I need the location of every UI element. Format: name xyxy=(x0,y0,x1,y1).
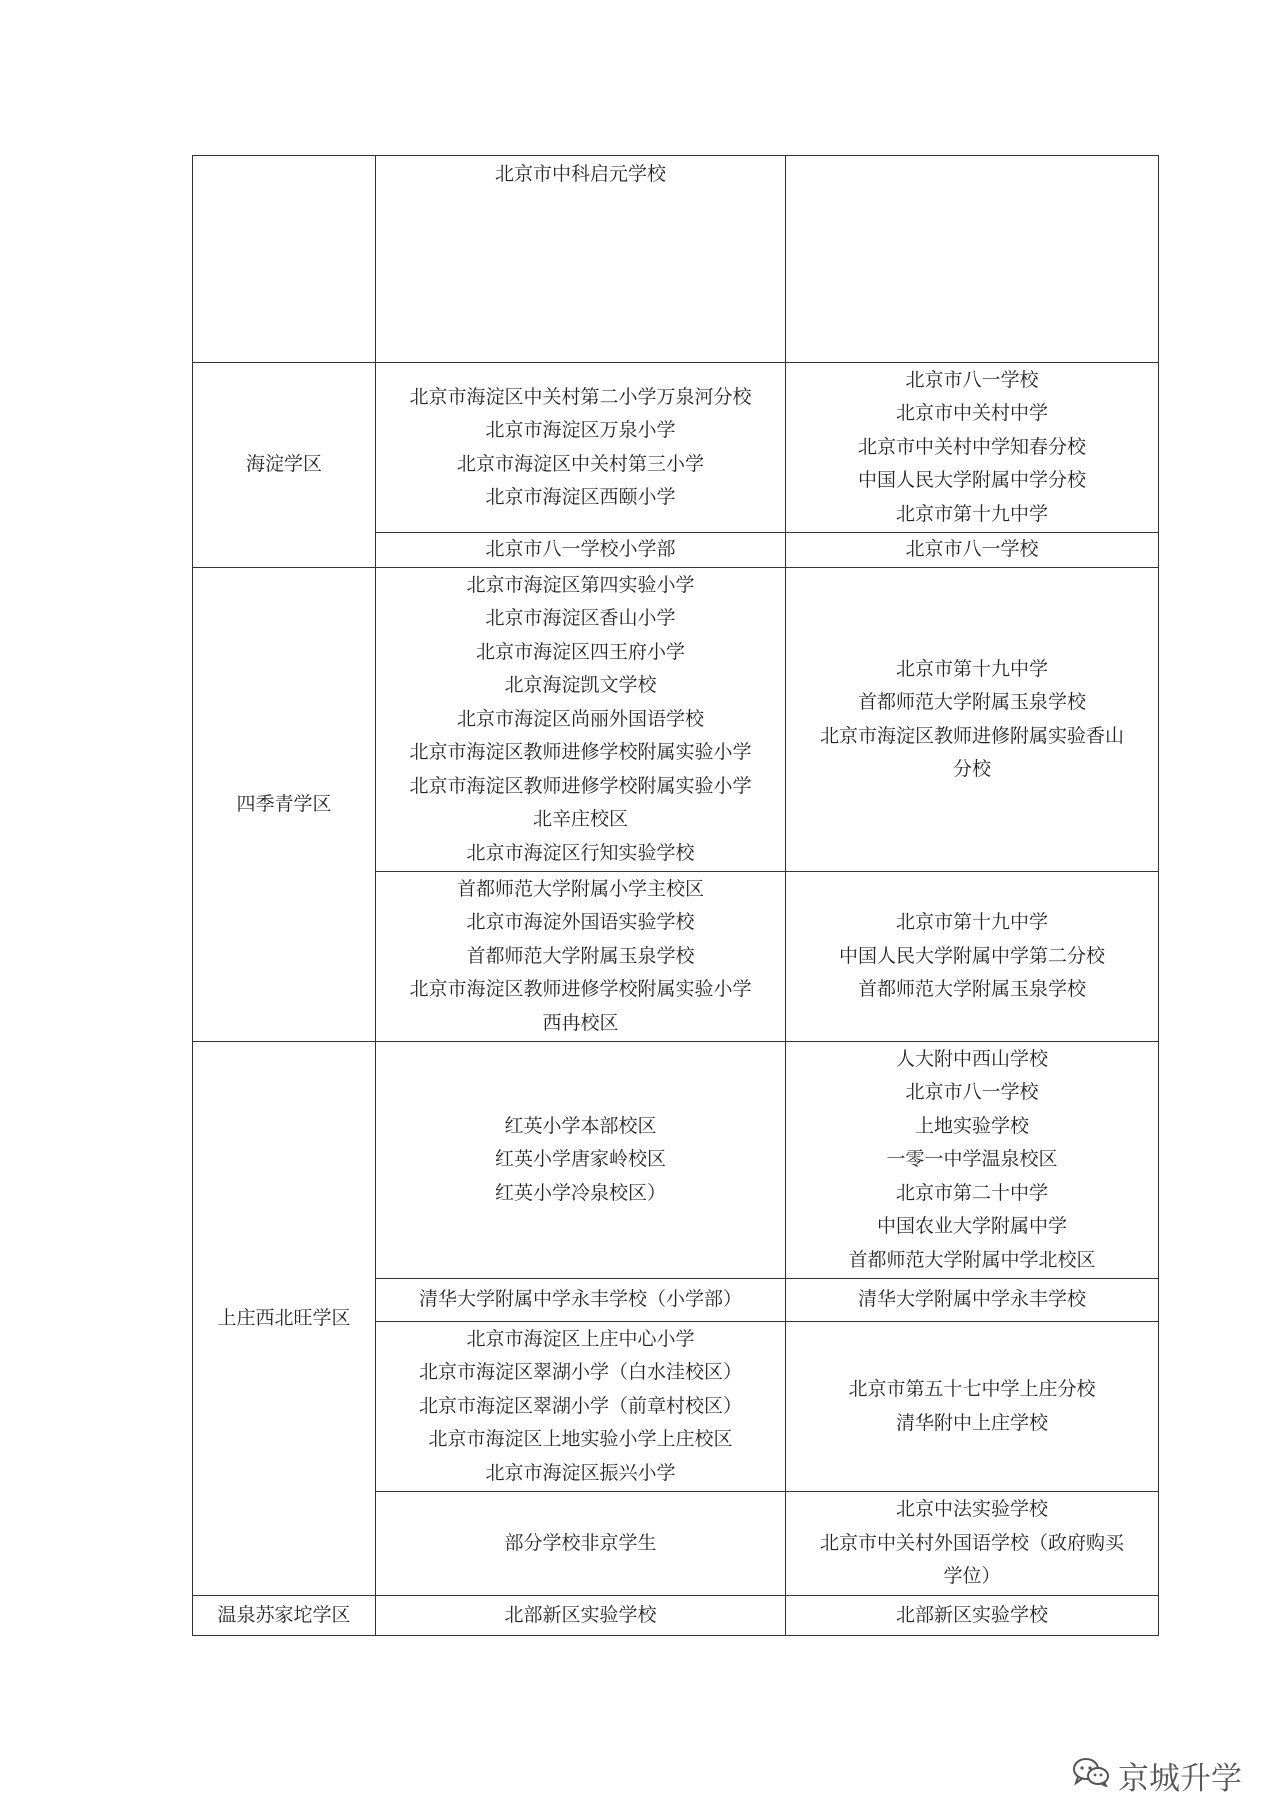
middle-school-cell xyxy=(786,156,1159,363)
school-name: 首都师范大学附属玉泉学校 xyxy=(466,944,695,967)
primary-school-cell xyxy=(376,1492,786,1596)
school-name: 北京市海淀区上庄中心小学 xyxy=(466,1327,695,1350)
school-name: 分校 xyxy=(952,758,991,780)
school-name: 北京市海淀区尚丽外国语学校 xyxy=(456,707,704,730)
middle-school-cell xyxy=(786,1042,1159,1279)
school-name: 清华大学附属中学永丰学校（小学部） xyxy=(418,1288,742,1311)
school-name: 北京市八一学校 xyxy=(905,368,1039,391)
table-row xyxy=(193,568,1159,872)
school-name: 北京市第十九中学 xyxy=(895,911,1048,934)
wechat-icon xyxy=(1072,1757,1110,1795)
primary-school-cell xyxy=(376,1322,786,1492)
school-name: 北京市海淀区万泉小学 xyxy=(485,419,676,441)
school-name: 清华大学附属中学永丰学校 xyxy=(857,1288,1086,1311)
watermark-text: 京城升学 xyxy=(1118,1761,1242,1797)
school-name: 北京市八一学校 xyxy=(905,538,1039,561)
school-name: 北京市第十九中学 xyxy=(895,657,1048,680)
district-cell-haidian: 海淀学区 xyxy=(193,363,376,568)
school-name: 中国农业大学附属中学 xyxy=(876,1215,1067,1238)
school-name: 一零一中学温泉校区 xyxy=(886,1148,1058,1171)
primary-school-cell xyxy=(376,363,786,533)
school-name: 北京市第五十七中学上庄分校 xyxy=(848,1378,1096,1400)
school-name: 首都师范大学附属玉泉学校 xyxy=(857,691,1086,713)
primary-school-cell xyxy=(376,1042,786,1279)
school-name: 首都师范大学附属玉泉学校 xyxy=(857,978,1086,1001)
primary-school-cell xyxy=(376,533,786,568)
primary-school-cell xyxy=(376,1279,786,1322)
school-name: 红英小学本部校区 xyxy=(504,1114,657,1137)
school-name: 北京市海淀区教师进修学校附属实验小学 xyxy=(409,978,752,1001)
school-name: 北京市八一学校小学部 xyxy=(485,538,676,561)
school-name: 北京市八一学校 xyxy=(905,1081,1039,1104)
school-name: 北京市中科启元学校 xyxy=(494,163,666,185)
school-name: 北京市海淀区中关村第三小学 xyxy=(456,452,704,475)
table-row xyxy=(193,156,1159,363)
school-name: 北京市海淀区教师进修附属实验香山 xyxy=(819,724,1124,747)
school-name: 清华附中上庄学校 xyxy=(895,1411,1048,1434)
school-name: 北京市第二十中学 xyxy=(895,1181,1048,1204)
district-cell-shangzhuang: 上庄西北旺学区 xyxy=(193,1042,376,1596)
middle-school-cell xyxy=(786,1492,1159,1596)
middle-school-cell xyxy=(786,1596,1159,1636)
school-name: 上地实验学校 xyxy=(914,1114,1029,1137)
school-name: 北京市中关村中学 xyxy=(895,402,1048,425)
school-name: 北京市海淀区香山小学 xyxy=(485,607,676,630)
district-cell-wenquan: 温泉苏家坨学区 xyxy=(193,1596,376,1636)
middle-school-cell xyxy=(786,1322,1159,1492)
middle-school-cell xyxy=(786,568,1159,872)
school-name: 首都师范大学附属小学主校区 xyxy=(456,877,704,900)
school-name: 北部新区实验学校 xyxy=(895,1603,1048,1626)
school-name: 北部新区实验学校 xyxy=(504,1603,657,1626)
school-name: 学位） xyxy=(943,1565,1001,1588)
school-name: 红英小学唐家岭校区 xyxy=(494,1148,666,1171)
school-name: 中国人民大学附属中学分校 xyxy=(857,469,1086,492)
school-name: 人大附中西山学校 xyxy=(895,1047,1048,1070)
middle-school-cell xyxy=(786,363,1159,533)
table-row xyxy=(193,1042,1159,1279)
middle-school-cell xyxy=(786,872,1159,1042)
school-name: 北京市海淀区西颐小学 xyxy=(485,486,676,508)
school-name: 北京市海淀外国语实验学校 xyxy=(466,911,695,934)
table-row xyxy=(193,363,1159,533)
school-name: 北京市海淀区中关村第二小学万泉河分校 xyxy=(409,385,752,408)
school-name: 北京市海淀区上地实验小学上庄校区 xyxy=(428,1428,733,1451)
primary-school-cell xyxy=(376,1596,786,1636)
district-cell-sijiqing: 四季青学区 xyxy=(193,568,376,1042)
school-name: 北京市中关村外国语学校（政府购买 xyxy=(819,1531,1124,1554)
middle-school-cell xyxy=(786,1279,1159,1322)
school-name: 部分学校非京学生 xyxy=(504,1531,657,1554)
school-name: 北京海淀凯文学校 xyxy=(504,674,657,697)
school-name: 北京市第十九中学 xyxy=(895,502,1048,525)
school-name: 北京市海淀区振兴小学 xyxy=(485,1461,676,1484)
school-name: 中国人民大学附属中学第二分校 xyxy=(838,944,1105,967)
middle-school-cell xyxy=(786,533,1159,568)
admission-table xyxy=(192,155,1159,1636)
primary-school-cell xyxy=(376,568,786,872)
school-name: 北京市海淀区翠湖小学（白水洼校区） xyxy=(418,1361,742,1384)
primary-school-cell xyxy=(376,872,786,1042)
school-name: 北京市海淀区四王府小学 xyxy=(475,640,685,663)
school-name: 北辛庄校区 xyxy=(532,808,628,831)
district-cell xyxy=(193,156,376,363)
school-name: 北京市海淀区教师进修学校附属实验小学 xyxy=(409,774,752,797)
school-name: 北京市海淀区行知实验学校 xyxy=(466,841,695,864)
primary-school-cell xyxy=(376,156,786,363)
school-name: 北京市海淀区教师进修学校附属实验小学 xyxy=(409,741,752,764)
school-name: 北京中法实验学校 xyxy=(895,1498,1048,1521)
school-name: 北京市海淀区第四实验小学 xyxy=(466,573,695,596)
watermark xyxy=(1072,1753,1242,1798)
school-name: 西冉校区 xyxy=(542,1011,619,1034)
table-row xyxy=(193,1596,1159,1636)
school-name: 红英小学冷泉校区） xyxy=(494,1181,666,1204)
school-name: 北京市中关村中学知春分校 xyxy=(857,435,1086,458)
school-name: 首都师范大学附属中学北校区 xyxy=(848,1248,1096,1271)
school-name: 北京市海淀区翠湖小学（前章村校区） xyxy=(418,1394,742,1417)
